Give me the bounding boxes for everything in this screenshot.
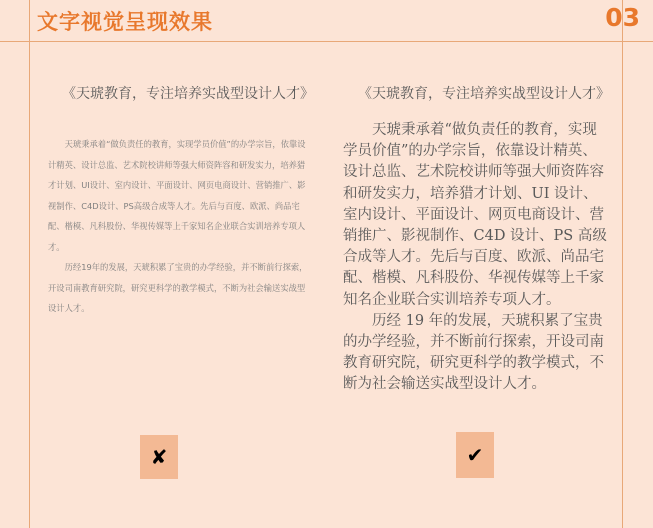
page-number: 03 <box>605 3 640 32</box>
check-mark-glyph: ✔ <box>466 443 484 467</box>
right-body-text <box>343 120 611 396</box>
left-heading: 《天琥教育，专注培养实战型设计人才》 <box>62 86 314 102</box>
right-paragraph-2: 历经 19 年的发展，天琥积累了宝贵的办学经验，并不断前行探索，开设司南教育研究院，研究更科学的教学模式，不断为社会输送实战型设计人才。 <box>343 312 604 393</box>
left-paragraph-2: 历经19年的发展，天琥积累了宝贵的办学经验，并不断前行探索，开设司南教育研究院，研究更科学的教学模式，不断为社会输送实战型设计人才。 <box>48 262 308 313</box>
left-margin-rule <box>29 0 30 528</box>
header-rule <box>0 41 653 42</box>
right-paragraph-1: 天琥秉承着“做负责任的教育，实现学员价值”的办学宗旨，依靠设计精英、设计总监、艺术院校讲师等强大师资阵容和研发实力，培养猎才计划、UI 设计、室内设计、平面设计、网页电商设计、营销推广、影视制作、C4D 设计、PS 高级合成等人才。先后与百度、欧派、尚品宅配、楷模、凡科股份、华视传媒等上千家知名企业联合实训培养专项人才。 <box>343 122 607 308</box>
cross-mark-icon <box>140 435 178 479</box>
right-margin-rule <box>622 0 623 528</box>
right-heading: 《天琥教育，专注培养实战型设计人才》 <box>358 86 610 102</box>
page-title: 文字视觉呈现效果 <box>37 9 213 34</box>
cross-mark-glyph: ✘ <box>150 445 168 469</box>
check-mark-icon <box>456 432 494 478</box>
left-body-text <box>48 134 310 319</box>
left-paragraph-1: 天琥秉承着“做负责任的教育，实现学员价值”的办学宗旨，依靠设计精英、设计总监、艺术院校讲师等强大师资阵容和研发实力，培养猎才计划、UI设计、室内设计、平面设计、网页电商设计、营销推广、影视制作、C4D设计、PS高级合成等人才。先后与百度、欧派、尚品宅配、楷模、凡科股份、华视传媒等上千家知名企业联合实训培养专项人才。 <box>48 139 306 252</box>
